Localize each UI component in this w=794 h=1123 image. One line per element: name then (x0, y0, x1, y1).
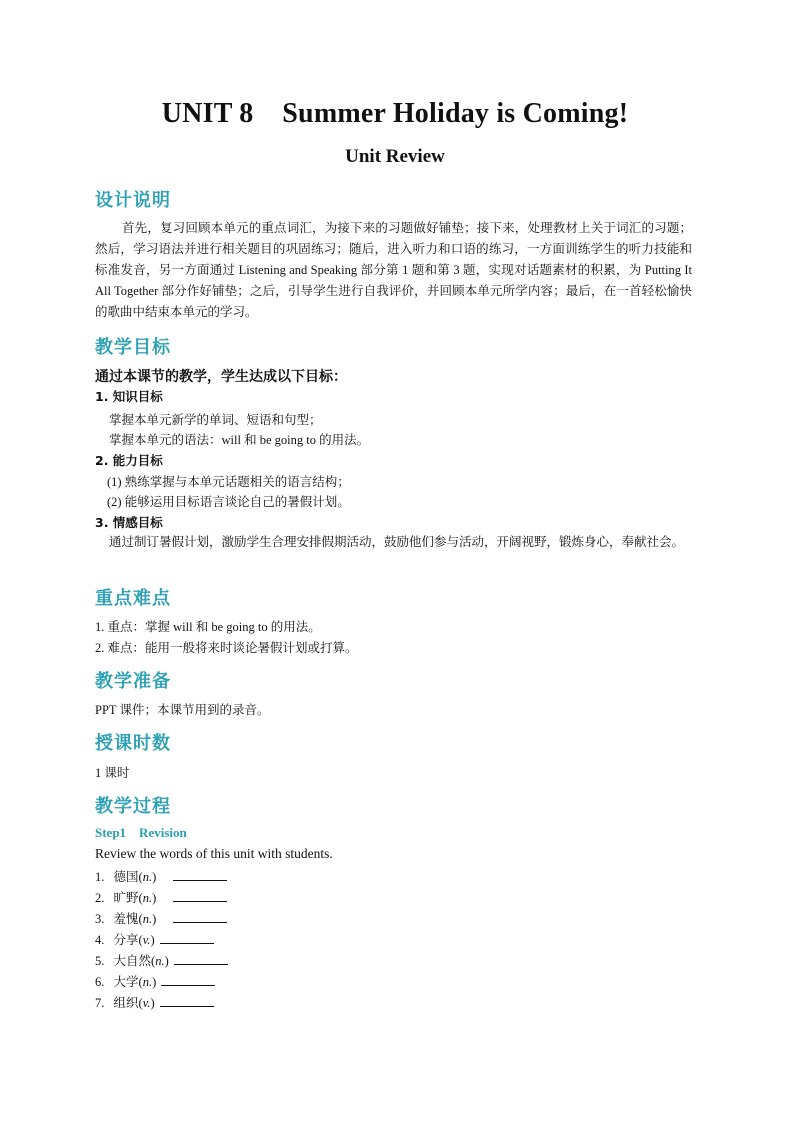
knowledge-item: 掌握本单元的语法：will 和 be going to 的用法。 (109, 433, 370, 447)
ability-item: (2) 能够运用目标语言谈论自己的暑假计划。 (107, 495, 350, 509)
ability-title: 2. 能力目标 (95, 453, 163, 468)
answer-blank[interactable] (173, 889, 227, 902)
vocab-item: 5. 大自然(n.) (95, 951, 228, 969)
emotion-paragraph: 通过制订暑假计划，激励学生合理安排假期活动，鼓励他们参与活动，开阔视野，锻炼身心，奉献社会。 (109, 535, 685, 549)
answer-blank[interactable] (173, 868, 227, 881)
step1-heading: Step1 Revision (95, 825, 187, 840)
answer-blank[interactable] (160, 931, 214, 944)
section-heading-process: 教学过程 (95, 796, 171, 817)
vocab-item: 7. 组织(v.) (95, 993, 214, 1011)
unit-subtitle: Unit Review (345, 146, 445, 167)
section-heading-hours: 授课时数 (95, 733, 171, 754)
unit-title: UNIT 8 Summer Holiday is Coming! (161, 98, 629, 129)
ability-item: (1) 熟练掌握与本单元话题相关的语言结构； (107, 475, 350, 489)
keypoint-item: 2. 难点：能用一般将来时谈论暑假计划或打算。 (95, 641, 358, 655)
objectives-lead: 通过本课节的教学，学生达成以下目标： (95, 369, 347, 385)
vocab-item: 4. 分享(v.) (95, 930, 214, 948)
vocab-item: 1. 德国(n.) (95, 867, 227, 885)
section-heading-design: 设计说明 (95, 190, 171, 211)
section-heading-keypoints: 重点难点 (95, 588, 171, 609)
knowledge-item: 掌握本单元新学的单词、短语和句型； (109, 413, 322, 427)
vocab-item: 2. 旷野(n.) (95, 888, 227, 906)
knowledge-title: 1. 知识目标 (95, 389, 163, 404)
answer-blank[interactable] (174, 952, 228, 965)
vocab-item: 3. 羞愧(n.) (95, 909, 227, 927)
vocab-item: 6. 大学(n.) (95, 972, 215, 990)
answer-blank[interactable] (160, 994, 214, 1007)
step1-instruction: Review the words of this unit with students. (95, 846, 333, 861)
design-paragraph: 首先，复习回顾本单元的重点词汇，为接下来的习题做好铺垫；接下来，处理教材上关于词汇的习题；然后，学习语法并进行相关题目的巩固练习；随后，进入听力和口语的练习，一方面训练学生的听力技能和标准发音，另一方面通过 Listening and Speaking 部分第 1 题和第 3 题，实现对话题素材的积累，为 Putting It All Together 部分作好铺垫；之后，引导学生进行自我评价，并回顾本单元所学内容；最后，在一首轻松愉快的歌曲中结束本单元的学习。 (95, 221, 692, 319)
answer-blank[interactable] (161, 973, 215, 986)
section-heading-objectives: 教学目标 (95, 337, 171, 358)
emotion-title: 3. 情感目标 (95, 515, 163, 530)
preparation-text: PPT 课件；本课节用到的录音。 (95, 703, 270, 717)
answer-blank[interactable] (173, 910, 227, 923)
hours-text: 1 课时 (95, 766, 130, 780)
section-heading-preparation: 教学准备 (95, 671, 171, 692)
keypoint-item: 1. 重点：掌握 will 和 be going to 的用法。 (95, 620, 321, 634)
